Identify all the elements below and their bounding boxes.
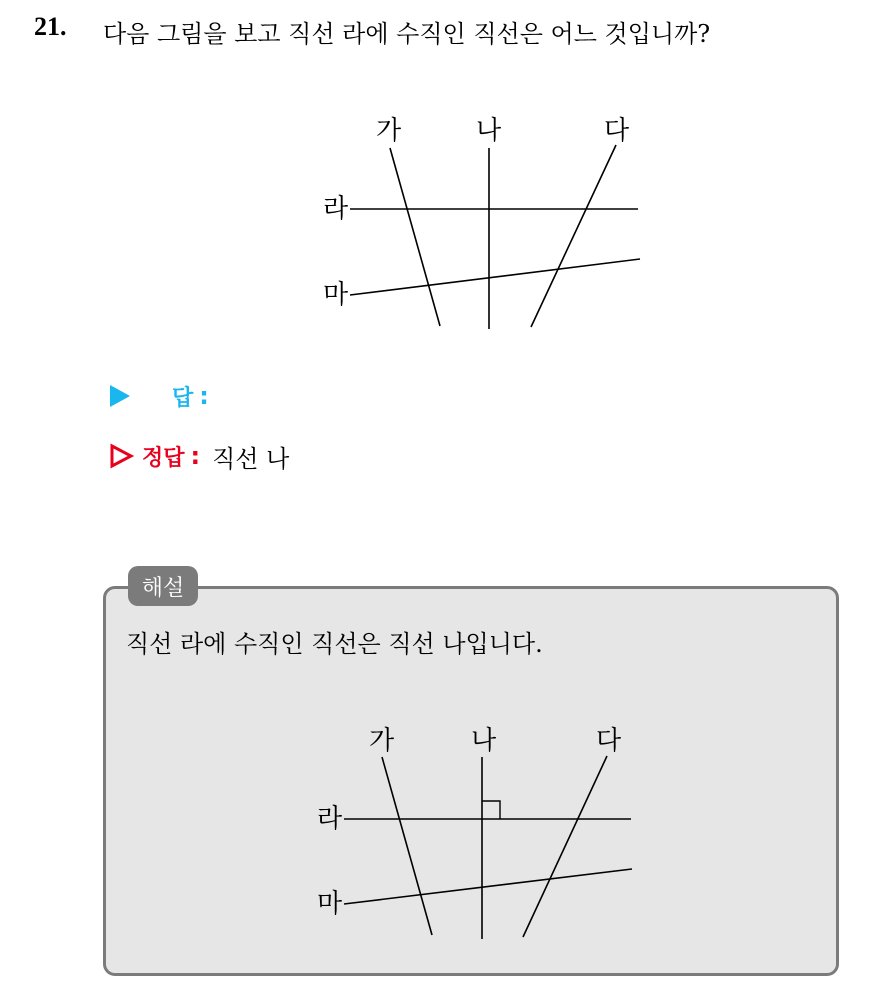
line-da	[523, 756, 607, 937]
question-text: 다음 그림을 보고 직선 라에 수직인 직선은 어느 것입니까?	[103, 20, 711, 48]
label-ga: 가	[376, 116, 402, 146]
line-ma	[344, 869, 632, 904]
correct-label: 정답	[142, 445, 185, 471]
label-da: 다	[604, 116, 630, 146]
label-na: 나	[476, 116, 502, 146]
label-ra: 라	[323, 194, 349, 224]
right-angle-mark	[482, 801, 500, 819]
label-ma: 마	[323, 280, 349, 310]
correct-colon: :	[190, 442, 201, 470]
label-na: 나	[471, 726, 497, 756]
explanation-tab: 해설	[128, 566, 198, 606]
label-ra: 라	[317, 804, 343, 834]
line-ga	[382, 757, 432, 935]
label-ma: 마	[317, 889, 343, 919]
answer-colon: :	[199, 382, 209, 410]
question-number: 21.	[34, 12, 67, 41]
label-da: 다	[596, 726, 622, 756]
label-ga: 가	[369, 726, 395, 756]
correct-value: 직선 나	[212, 444, 290, 473]
explanation-text: 직선 라에 수직인 직선은 직선 나입니다.	[126, 630, 543, 658]
answer-label: 답	[172, 385, 194, 411]
